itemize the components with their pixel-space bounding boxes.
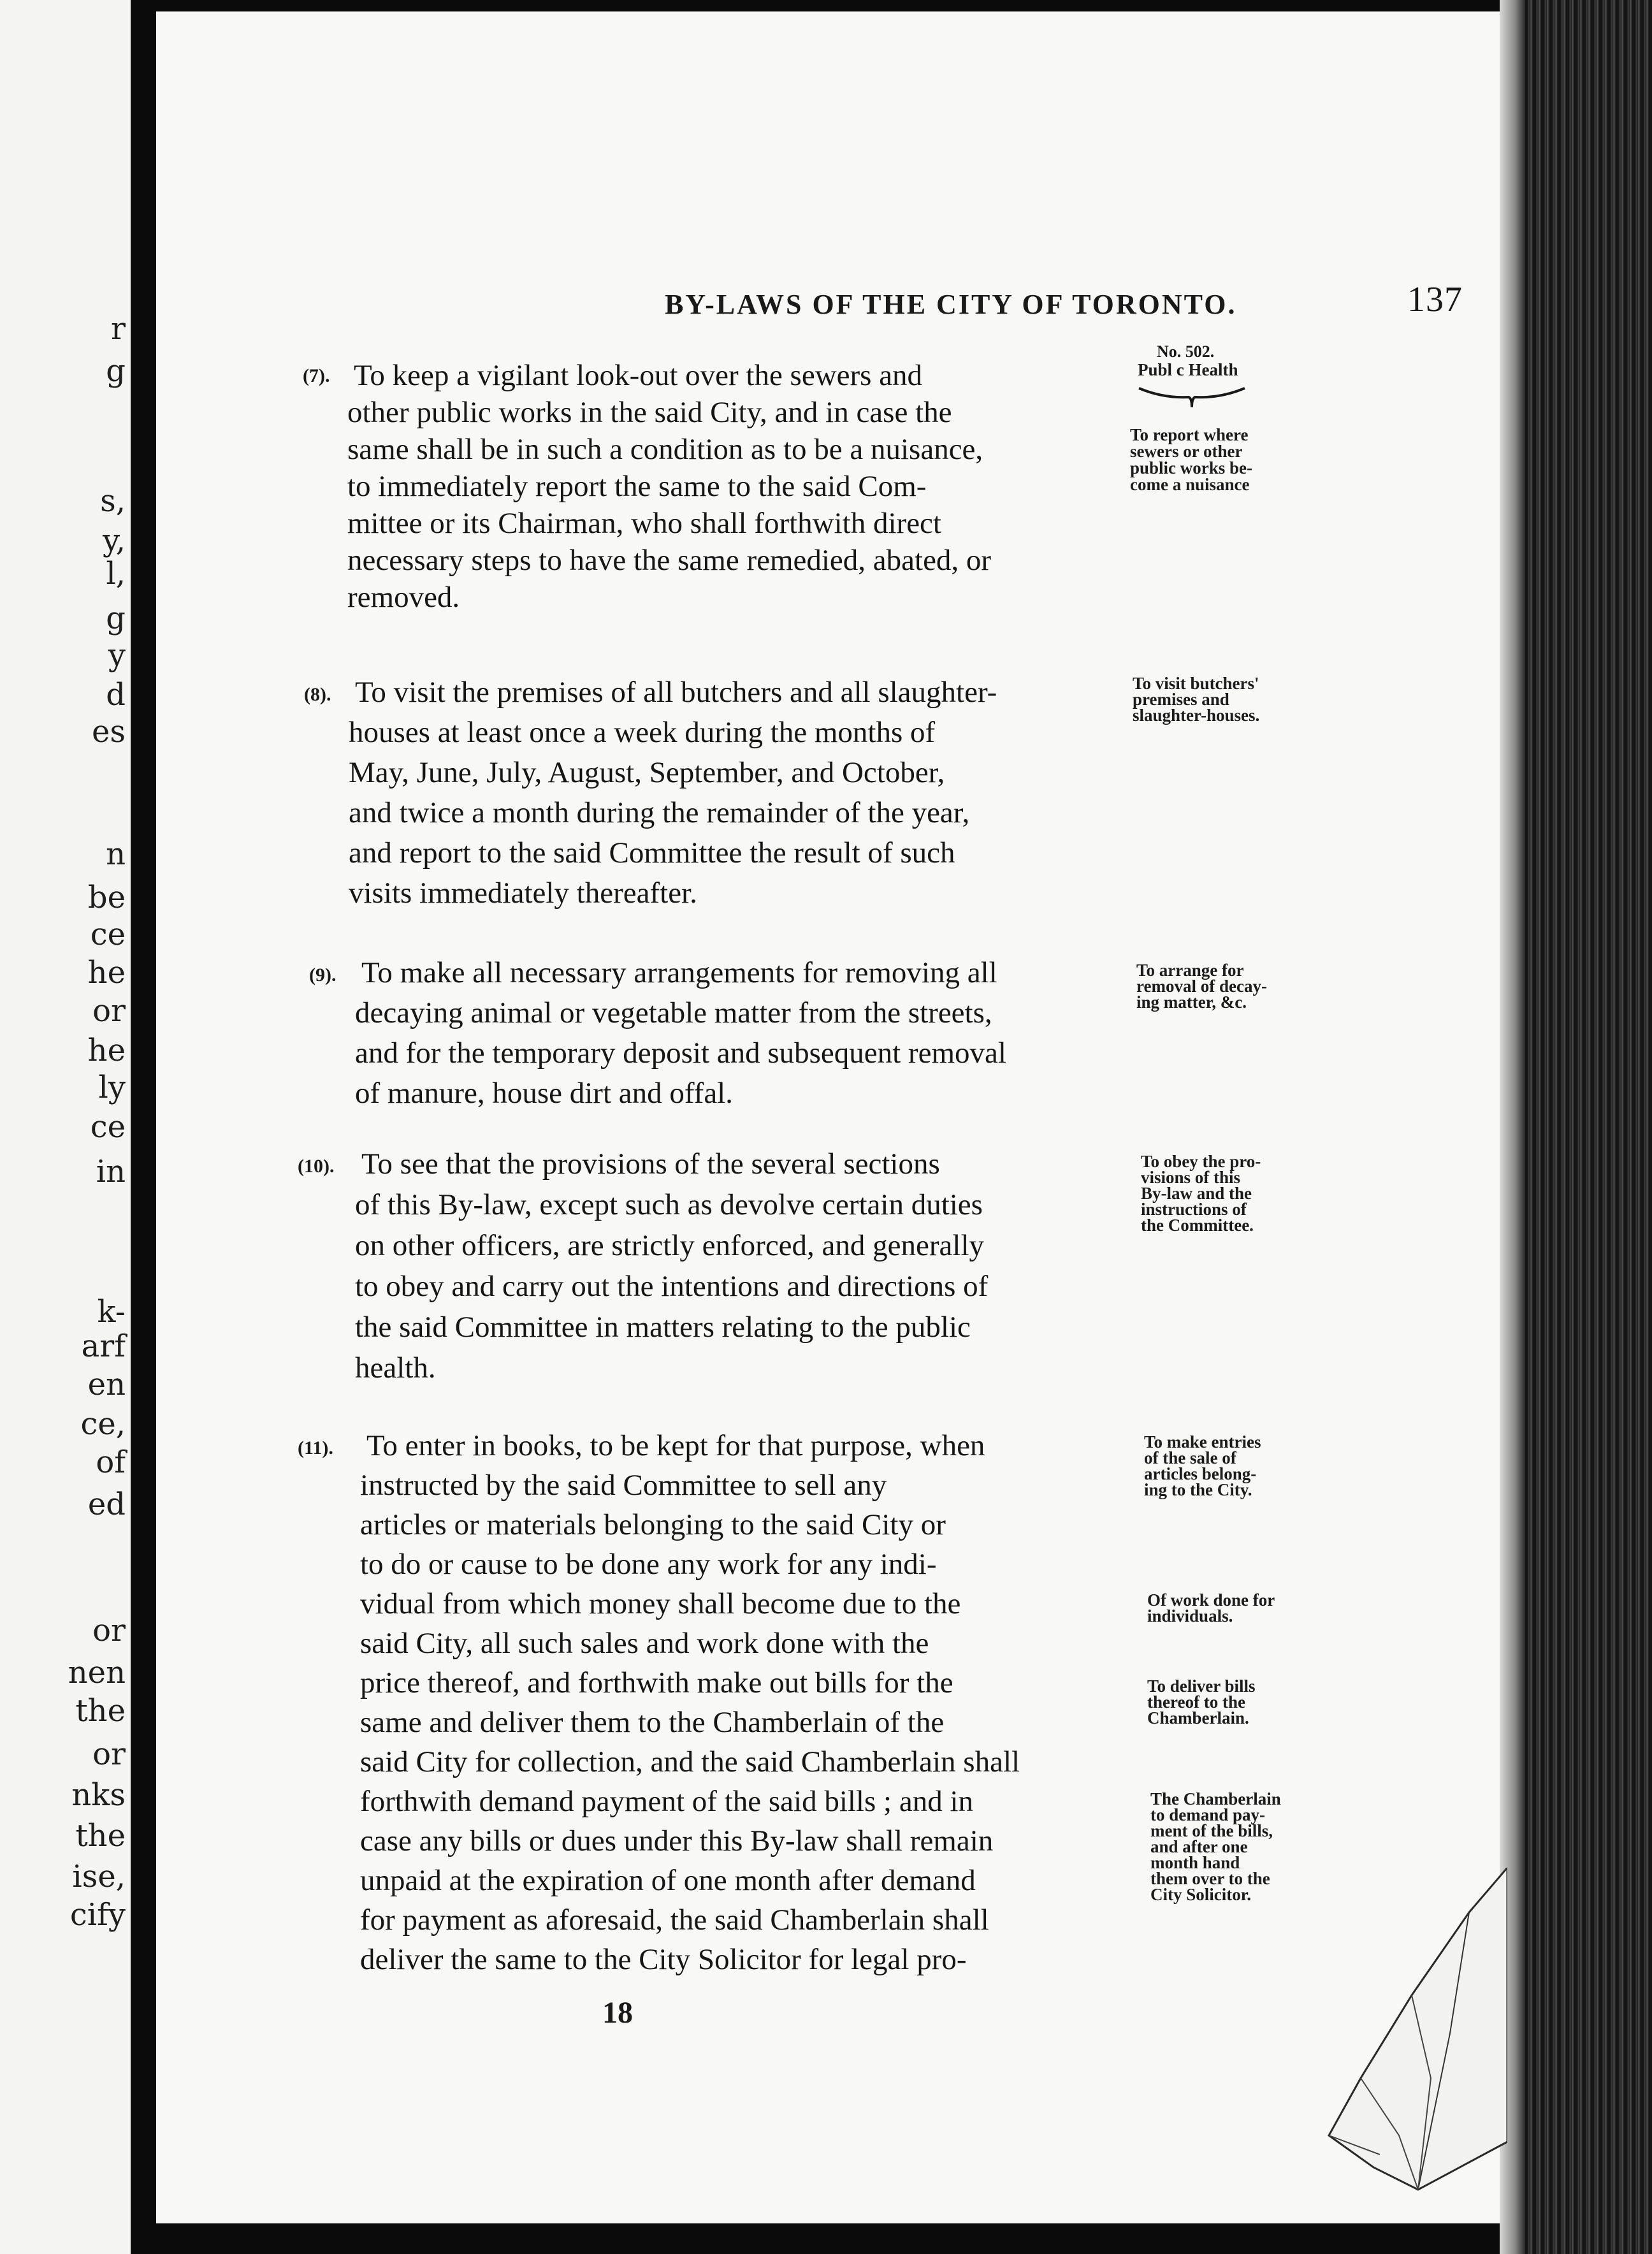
facing-page-fragment [0,0,131,2254]
marginal-note-line: To visit butchers' [1133,674,1259,693]
marginal-note-line: ment of the bills, [1150,1821,1273,1840]
facing-page-text-fragment: he [87,955,126,991]
marginal-note-line: public works be- [1130,458,1253,477]
facing-page-text-fragment: n [106,836,126,872]
facing-page-text-fragment: or [92,1613,126,1648]
section-text-line: to obey and carry out the intentions and directions of [355,1270,989,1303]
book-page [156,11,1500,2223]
section-text-line: vidual from which money shall become due to the [360,1587,961,1620]
facing-page-text-fragment: ed [87,1487,126,1522]
section-text-line: to immediately report the same to the said Com- [347,470,927,503]
section-text-line: To visit the premises of all butchers and all slaughter- [355,676,997,709]
marginal-note-line: them over to the [1150,1869,1270,1888]
section-text-line: To enter in books, to be kept for that purpose, when [366,1429,985,1462]
facing-page-text-fragment: cify [69,1897,126,1933]
section-text-line: health. [355,1351,436,1385]
section-text-line: articles or materials belonging to the said City or [360,1508,946,1541]
facing-page-text-fragment: in [96,1154,126,1189]
marginal-note-line: come a nuisance [1130,475,1250,494]
facing-page-text-fragment: of [96,1444,126,1480]
facing-page-text-fragment: the [75,1818,126,1854]
marginal-note-line: To obey the pro- [1141,1152,1261,1171]
section-text-line: unpaid at the expiration of one month after demand [360,1864,976,1897]
marginal-note-line: slaughter-houses. [1133,706,1260,725]
marginal-note-line: To deliver bills [1147,1676,1256,1696]
section-text-line: of this By-law, except such as devolve certain duties [355,1188,983,1221]
facing-page-text-fragment: g [106,600,126,636]
section-number: (7). [303,365,330,386]
section-text-line: To see that the provisions of the several sections [361,1147,940,1181]
section-text-line: same and deliver them to the Chamberlain of the [360,1706,945,1739]
marginal-note-line: removal of decay- [1136,977,1267,996]
marginal-note-line: To report where [1130,425,1249,444]
section-text-line: case any bills or dues under this By-law shall remain [360,1824,994,1858]
facing-page-text-fragment: k- [97,1294,126,1330]
section-text-line: and report to the said Committee the result of such [349,836,955,869]
facing-page-text-fragment: d [106,677,126,713]
marginal-note-line: the Committee. [1141,1216,1254,1235]
page-block-edges [1500,0,1652,2254]
section-number: (8). [304,684,331,705]
facing-page-text-fragment: en [87,1367,126,1402]
section-text-line: for payment as aforesaid, the said Chamberlain shall [360,1903,989,1937]
section-text-line: same shall be in such a condition as to be a nuisance, [347,433,983,466]
facing-page-text-fragment: or [92,993,126,1029]
section-text-line: houses at least once a week during the months of [349,716,936,749]
folded-corner [1322,1868,1507,2199]
marginal-note-line: City Solicitor. [1150,1885,1251,1904]
section-text-line: and for the temporary deposit and subsequent removal [355,1036,1006,1070]
section-text-line: price thereof, and forthwith make out bills for the [360,1666,953,1699]
marginal-note-line: of the sale of [1144,1448,1236,1467]
section-text-line: on other officers, are strictly enforced, and generally [355,1229,984,1262]
facing-page-text-fragment: ise, [72,1859,126,1894]
section-text-line: said City for collection, and the said Chamberlain shall [360,1745,1020,1778]
facing-page-text-fragment: s, [100,483,126,519]
section-text-line: May, June, July, August, September, and October, [349,756,945,789]
facing-page-text-fragment: r [111,311,126,347]
facing-page-text-fragment: nen [68,1655,126,1690]
marginal-note-line: The Chamberlain [1150,1789,1281,1808]
marginal-note-line: ing matter, &c. [1136,992,1247,1012]
section-text-line: said City, all such sales and work done with the [360,1627,929,1660]
margin-bylaw-number: No. 502. [1157,342,1215,361]
facing-page-text-fragment: ly [98,1070,126,1105]
marginal-note-line: sewers or other [1130,442,1243,461]
facing-page-text-fragment: g [106,353,126,389]
section-text-line: instructed by the said Committee to sell any [360,1469,887,1502]
section-number: (9). [309,964,337,985]
page-header [507,279,1463,330]
facing-page-text-fragment: y, [103,523,126,558]
marginal-note-line: ing to the City. [1144,1480,1252,1499]
section-text-line: the said Committee in matters relating to the public [355,1311,971,1344]
section-text-line: removed. [347,581,460,614]
marginal-note-line: to demand pay- [1150,1805,1266,1824]
marginal-note-line: individuals. [1147,1606,1233,1625]
section-text-line: mittee or its Chairman, who shall forthwith direct [347,507,941,540]
section-text-line: to do or cause to be done any work for any indi- [360,1548,937,1581]
marginal-note-line: By-law and the [1141,1184,1252,1203]
section-text-line: and twice a month during the remainder of the year, [349,796,970,829]
facing-page-text-fragment: nks [71,1777,126,1813]
page-number: 137 [1407,280,1463,319]
marginal-note-line: To arrange for [1136,961,1244,980]
facing-page-text-fragment: be [87,880,126,915]
margin-bylaw-subject: Publ c Health [1138,360,1238,379]
signature-mark: 18 [602,1996,633,2030]
section-text-line: of manure, house dirt and offal. [355,1077,733,1110]
facing-page-text-fragment: ce, [80,1406,126,1442]
marginal-note-line: Chamberlain. [1147,1708,1249,1727]
facing-page-text-fragment: the [75,1693,126,1729]
marginal-note-line: visions of this [1141,1168,1241,1187]
facing-page-text-fragment: y [108,637,126,673]
marginal-note-line: To make entries [1144,1432,1261,1451]
facing-page-text-fragment: he [87,1033,126,1068]
section-text-line: To keep a vigilant look-out over the sewers and [354,359,923,392]
marginal-note-line: month hand [1150,1853,1240,1872]
facing-page-text-fragment: es [91,714,126,750]
section-number: (10). [298,1156,335,1177]
section-text-line: necessary steps to have the same remedied, abated, or [347,544,992,577]
marginal-note-line: and after one [1150,1837,1248,1856]
running-title: BY-LAWS OF THE CITY OF TORONTO. [665,289,1237,320]
marginal-note-line: articles belong- [1144,1464,1257,1483]
section-text-line: decaying animal or vegetable matter from the streets, [355,996,992,1029]
brace-mark [1138,384,1246,410]
section-text-line: visits immediately thereafter. [349,876,697,910]
marginal-note-line: premises and [1133,690,1229,709]
section-text-line: forthwith demand payment of the said bills ; and in [360,1785,974,1818]
section-text-line: To make all necessary arrangements for removing all [361,956,997,989]
section-text-line: deliver the same to the City Solicitor for legal pro- [360,1943,967,1976]
facing-page-text-fragment: or [92,1736,126,1772]
marginal-note-line: Of work done for [1147,1590,1275,1610]
marginal-note-line: instructions of [1141,1200,1247,1219]
section-text-line: other public works in the said City, and in case the [347,396,952,429]
marginal-note-line: thereof to the [1147,1692,1245,1712]
facing-page-text-fragment: ce [90,1109,126,1145]
section-number: (11). [298,1437,333,1458]
facing-page-text-fragment: arf [81,1328,126,1364]
facing-page-text-fragment: l, [106,556,126,592]
facing-page-text-fragment: ce [90,917,126,952]
